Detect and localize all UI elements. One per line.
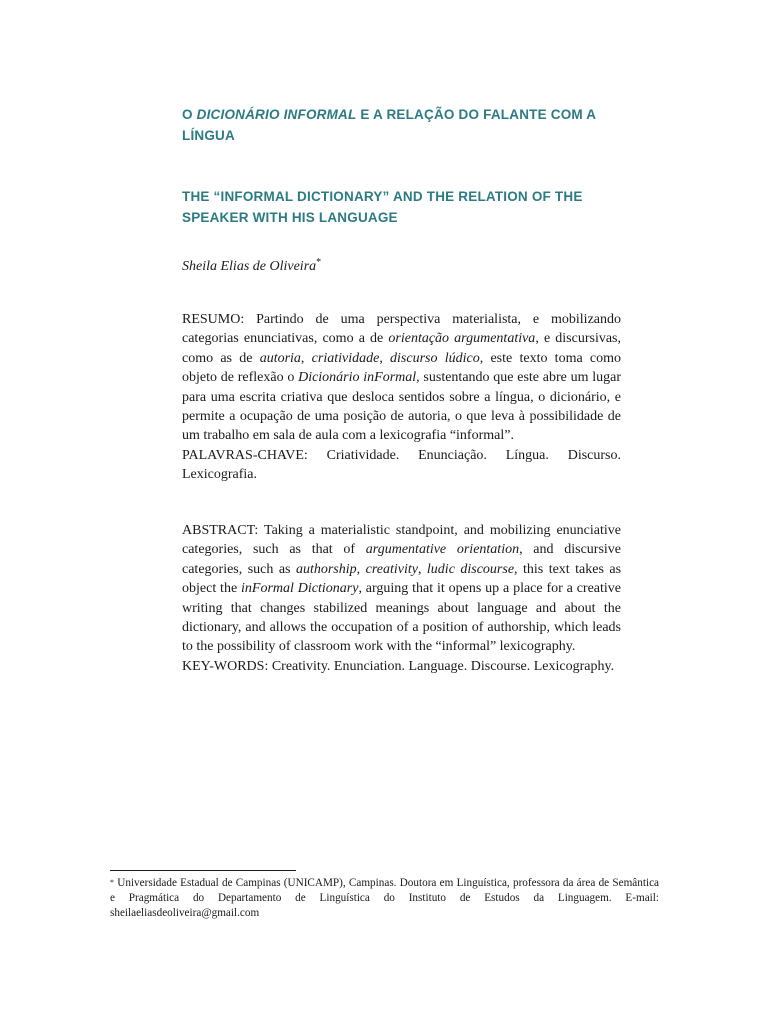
resumo-italic-2: autoria	[259, 350, 301, 366]
resumo-italic-3: criatividade	[311, 350, 380, 366]
resumo-label: RESUMO:	[182, 312, 245, 327]
resumo-text-5: , este texto toma como objeto de reflexão o	[182, 350, 622, 386]
resumo-italic-4: discurso lúdico	[390, 350, 480, 366]
resumo-italic-1: orientação argumentativa	[388, 331, 536, 347]
key-words: KEY-WORDS: Creativity. Enunciation. Language. Discourse. Lexicography.	[182, 658, 615, 674]
resumo-italic-5: Dicionário inFormal	[298, 370, 417, 386]
title-portuguese	[182, 104, 622, 146]
footnote-text: Universidade Estadual de Campinas (UNICAMP), Campinas. Doutora em Linguística, professora da área de Semântica e Pragmática do Departamento de Linguística do Instituto de Estudos da Linguagem. E-mail: sheilaeliasdeoliveira@gmail.com	[110, 877, 659, 919]
abstract-text-4: ,	[417, 561, 427, 577]
abstract-paragraph	[182, 521, 621, 657]
abstract-section	[182, 521, 621, 676]
resumo-text-3: ,	[300, 350, 312, 366]
resumo-text-4: ,	[379, 350, 391, 366]
resumo-text-6: , sustentando que este abre um lugar para uma escrita criativa que desloca sentidos sobre a língua, o dicionário, e permite a ocupação de uma posição de autoria, o que leva à possibilidade de um trabalho em sala de aula com a lexicografia “informal”.	[182, 370, 622, 444]
abstract-text-1: Taking a materialistic standpoint, and mobilizing enunciative categories, such as that of	[182, 523, 621, 558]
resumo-paragraph	[182, 310, 621, 446]
title-english: THE “INFORMAL DICTIONARY” AND THE RELATION OF THE SPEAKER WITH HIS LANGUAGE	[182, 189, 583, 225]
abstract-text-3: ,	[356, 561, 366, 577]
palavras-chave: PALAVRAS-CHAVE: Criatividade. Enunciação. Língua. Discurso. Lexicografia.	[182, 447, 621, 483]
title-pt-prefix: O	[182, 107, 197, 122]
abstract-italic-4: ludic discourse	[426, 561, 515, 577]
resumo-section	[182, 310, 621, 485]
abstract-label: ABSTRACT:	[182, 523, 259, 538]
abstract-italic-5: inFormal Dictionary	[241, 581, 359, 597]
abstract-text-6: , arguing that it opens up a place for a creative writing that changes stabilized meanings about language and about the dictionary, and allows the occupation of a position of authorship, which leads to the possibility of classroom work with the “informal” lexicography.	[182, 581, 622, 655]
abstract-text-5: , this text takes as object the	[182, 561, 622, 597]
footnote	[110, 876, 659, 921]
resumo-text-2: , e discursivas, como as de	[182, 331, 621, 366]
resumo-text-1: Partindo de uma perspectiva materialista, e mobilizando categorias enunciativas, como a de	[182, 312, 621, 347]
footnote-divider	[110, 870, 296, 871]
title-pt-rest: E A RELAÇÃO DO FALANTE COM A LÍNGUA	[182, 107, 596, 143]
author-footnote-marker[interactable]: *	[316, 257, 322, 268]
title-pt-italic: DICIONÁRIO INFORMAL	[196, 107, 357, 122]
abstract-italic-3: creativity	[365, 561, 418, 577]
footnote-paragraph	[110, 876, 659, 921]
author-name: Sheila Elias de Oliveira	[182, 259, 317, 274]
abstract-italic-2: authorship	[295, 561, 357, 577]
footnote-marker: *	[110, 878, 114, 887]
abstract-text-2: , and discursive categories, such as	[182, 542, 621, 577]
author-line	[182, 259, 321, 275]
abstract-italic-1: argumentative orientation	[365, 542, 520, 558]
